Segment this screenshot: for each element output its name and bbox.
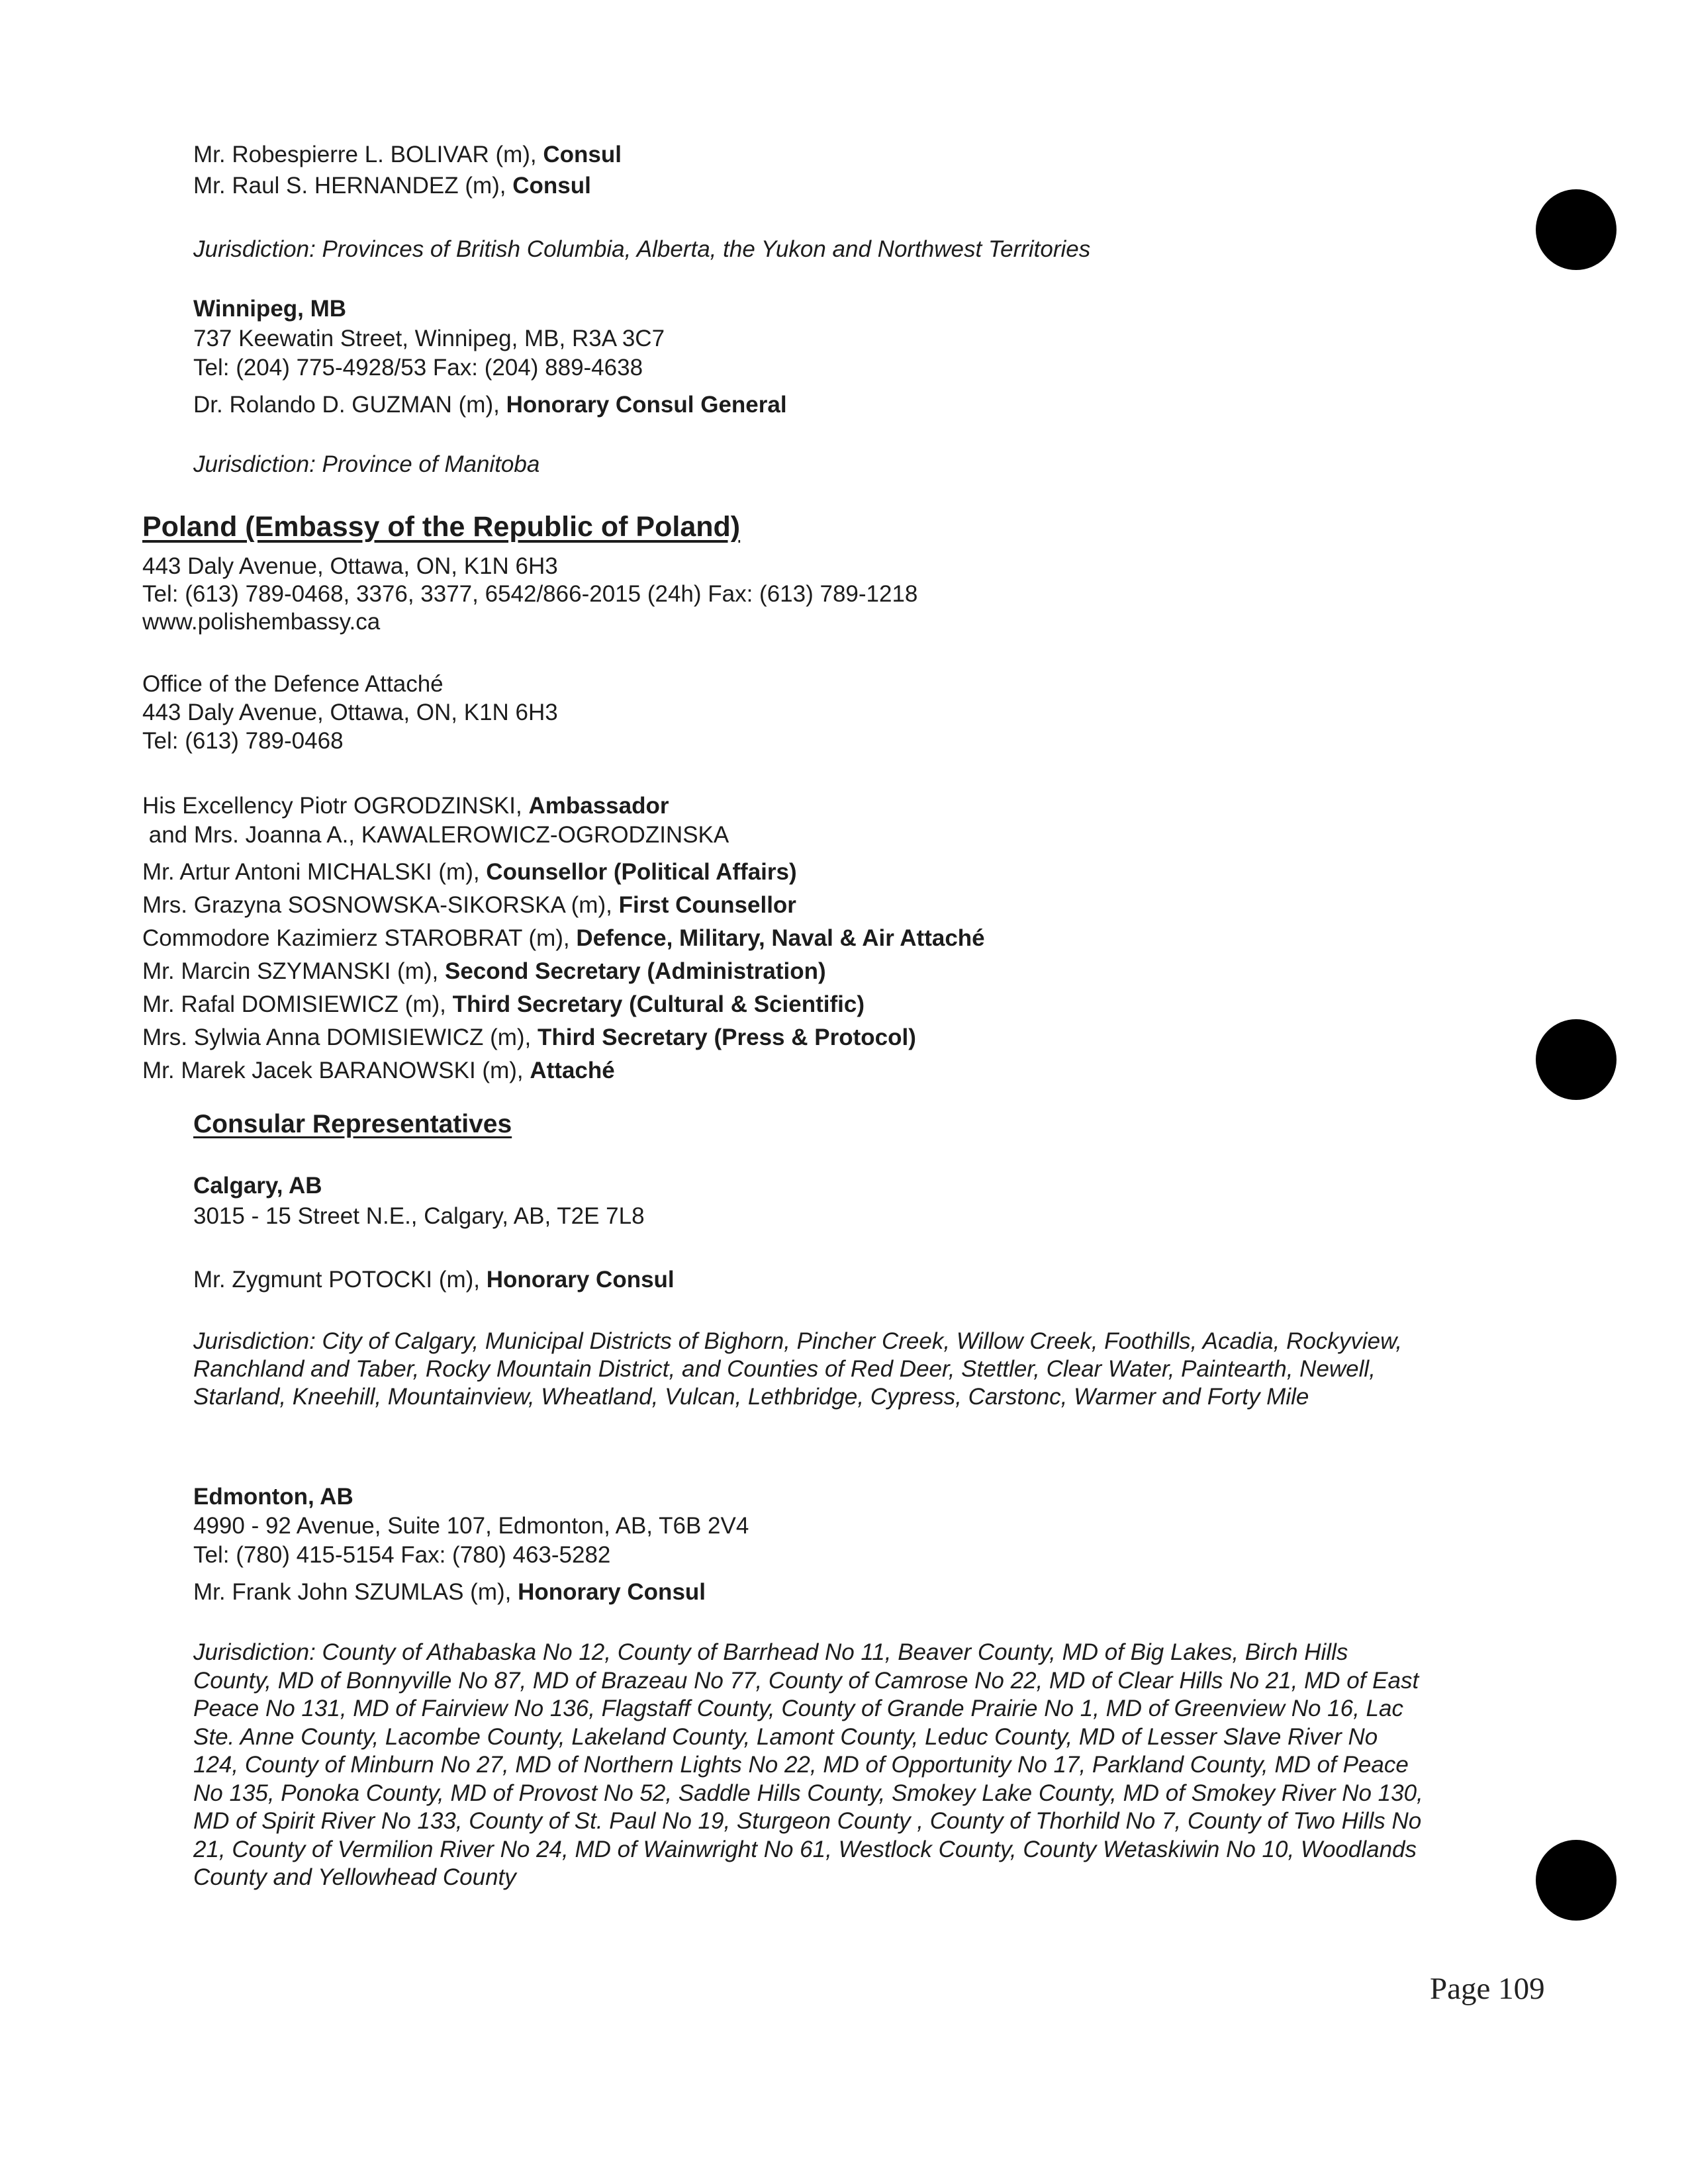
staff-name: Mr. Artur Antoni MICHALSKI (m), bbox=[142, 859, 487, 885]
official-line bbox=[193, 140, 622, 169]
official-name: Mr. Robespierre L. BOLIVAR (m), bbox=[193, 142, 543, 167]
staff-title: Counsellor (Political Affairs) bbox=[486, 859, 797, 885]
jurisdiction-line: Peace No 131, MD of Fairview No 136, Flagstaff County, County of Grande Prairie No 1, MD of Greenview No 16, Lac bbox=[193, 1696, 1403, 1721]
ambassador-line bbox=[142, 792, 669, 821]
staff-title: Defence, Military, Naval & Air Attaché bbox=[576, 925, 985, 951]
official-title: Consul bbox=[543, 142, 622, 167]
staff-title: Third Secretary (Press & Protocol) bbox=[538, 1024, 916, 1050]
address-line: 4990 - 92 Avenue, Suite 107, Edmonton, AB, T6B 2V4 bbox=[193, 1513, 749, 1539]
official-line bbox=[193, 171, 591, 201]
embassy-website: www.polishembassy.ca bbox=[142, 609, 381, 635]
jurisdiction-text: Jurisdiction: Provinces of British Columbia, Alberta, the Yukon and Northwest Territories bbox=[193, 236, 1091, 262]
jurisdiction-text bbox=[193, 1328, 1402, 1411]
country-heading: Poland (Embassy of the Republic of Poland) bbox=[142, 511, 741, 543]
ambassador-title: Ambassador bbox=[528, 793, 669, 819]
official-name: Mr. Zygmunt POTOCKI (m), bbox=[193, 1267, 487, 1293]
jurisdiction-line: Ranchland and Taber, Rocky Mountain District, and Counties of Red Deer, Stettler, Clear Water, Paintearth, Newell, bbox=[193, 1356, 1376, 1382]
jurisdiction-text bbox=[193, 1639, 1423, 1892]
staff-name: Mrs. Sylwia Anna DOMISIEWICZ (m), bbox=[142, 1024, 538, 1050]
consulate-city: Winnipeg, MB bbox=[193, 296, 347, 322]
staff-line bbox=[142, 990, 865, 1019]
jurisdiction-line: Ste. Anne County, Lacombe County, Lakeland County, Lamont County, Leduc County, MD of Lesser Slave River No bbox=[193, 1723, 1378, 1750]
official-line bbox=[193, 390, 787, 420]
staff-title: First Counsellor bbox=[618, 892, 796, 918]
official-title: Honorary Consul bbox=[518, 1579, 706, 1605]
ambassador-spouse: and Mrs. Joanna A., KAWALEROWICZ-OGRODZINSKA bbox=[142, 822, 729, 848]
defence-office-address: 443 Daly Avenue, Ottawa, ON, K1N 6H3 bbox=[142, 700, 558, 725]
jurisdiction-text: Jurisdiction: Province of Manitoba bbox=[193, 451, 540, 477]
jurisdiction-line: County, MD of Bonnyville No 87, MD of Brazeau No 77, County of Camrose No 22, MD of Clear Hills No 21, MD of East bbox=[193, 1667, 1419, 1694]
jurisdiction-line: MD of Spirit River No 133, County of St. Paul No 19, Sturgeon County , County of Thorhild No 7, County of Two Hills No bbox=[193, 1808, 1422, 1834]
jurisdiction-line: 124, County of Minburn No 27, MD of Northern Lights No 22, MD of Opportunity No 17, Parkland County, MD of Peace bbox=[193, 1752, 1409, 1778]
jurisdiction-line: Starland, Kneehill, Mountainview, Wheatland, Vulcan, Lethbridge, Cypress, Carstonc, Warmer and Forty Mile bbox=[193, 1384, 1309, 1410]
section-heading: Consular Representatives bbox=[193, 1110, 512, 1138]
staff-title: Second Secretary (Administration) bbox=[444, 958, 826, 984]
staff-name: Commodore Kazimierz STAROBRAT (m), bbox=[142, 925, 577, 951]
staff-name: Mr. Marek Jacek BARANOWSKI (m), bbox=[142, 1058, 530, 1083]
staff-line bbox=[142, 924, 985, 953]
phone-line: Tel: (780) 415-5154 Fax: (780) 463-5282 bbox=[193, 1542, 611, 1568]
binder-hole-top bbox=[1536, 189, 1617, 270]
embassy-address: 443 Daly Avenue, Ottawa, ON, K1N 6H3 bbox=[142, 553, 558, 579]
address-line: 737 Keewatin Street, Winnipeg, MB, R3A 3C7 bbox=[193, 326, 665, 351]
jurisdiction-line: County and Yellowhead County bbox=[193, 1864, 516, 1890]
binder-hole-bottom bbox=[1536, 1840, 1617, 1921]
official-name: Mr. Raul S. HERNANDEZ (m), bbox=[193, 173, 513, 199]
jurisdiction-line: Jurisdiction: County of Athabaska No 12, County of Barrhead No 11, Beaver County, MD of Big Lakes, Birch Hills bbox=[193, 1639, 1348, 1665]
ambassador-name: His Excellency Piotr OGRODZINSKI, bbox=[142, 793, 529, 819]
staff-line bbox=[142, 858, 797, 887]
page-number: Page 109 bbox=[1430, 1972, 1545, 2006]
official-title: Honorary Consul bbox=[486, 1267, 675, 1293]
address-line: 3015 - 15 Street N.E., Calgary, AB, T2E 7L8 bbox=[193, 1203, 645, 1229]
jurisdiction-line: Jurisdiction: City of Calgary, Municipal Districts of Bighorn, Pincher Creek, Willow Creek, Foothills, Acadia, Rockyview, bbox=[193, 1328, 1403, 1354]
phone-line: Tel: (204) 775-4928/53 Fax: (204) 889-4638 bbox=[193, 355, 643, 381]
staff-name: Mr. Rafal DOMISIEWICZ (m), bbox=[142, 991, 453, 1017]
defence-office-phone: Tel: (613) 789-0468 bbox=[142, 728, 344, 754]
consulate-city: Calgary, AB bbox=[193, 1173, 322, 1199]
official-title: Consul bbox=[512, 173, 591, 199]
staff-title: Attaché bbox=[530, 1058, 615, 1083]
staff-title: Third Secretary (Cultural & Scientific) bbox=[452, 991, 865, 1017]
staff-line bbox=[142, 1056, 615, 1085]
official-name: Dr. Rolando D. GUZMAN (m), bbox=[193, 392, 506, 418]
consulate-city: Edmonton, AB bbox=[193, 1484, 353, 1510]
embassy-phone: Tel: (613) 789-0468, 3376, 3377, 6542/866-2015 (24h) Fax: (613) 789-1218 bbox=[142, 581, 918, 607]
staff-line bbox=[142, 1023, 916, 1052]
official-name: Mr. Frank John SZUMLAS (m), bbox=[193, 1579, 518, 1605]
defence-office-title: Office of the Defence Attaché bbox=[142, 671, 444, 697]
jurisdiction-line: No 135, Ponoka County, MD of Provost No 52, Saddle Hills County, Smokey Lake County, MD of Smokey River No 130, bbox=[193, 1780, 1423, 1806]
staff-name: Mrs. Grazyna SOSNOWSKA-SIKORSKA (m), bbox=[142, 892, 619, 918]
staff-line bbox=[142, 891, 796, 920]
official-line bbox=[193, 1578, 706, 1607]
official-title: Honorary Consul General bbox=[506, 392, 787, 418]
staff-line bbox=[142, 957, 826, 986]
staff-name: Mr. Marcin SZYMANSKI (m), bbox=[142, 958, 445, 984]
jurisdiction-line: 21, County of Vermilion River No 24, MD of Wainwright No 61, Westlock County, County Wetaskiwin No 10, Woodlands bbox=[193, 1836, 1417, 1862]
binder-hole-middle bbox=[1536, 1019, 1617, 1100]
official-line bbox=[193, 1265, 675, 1295]
